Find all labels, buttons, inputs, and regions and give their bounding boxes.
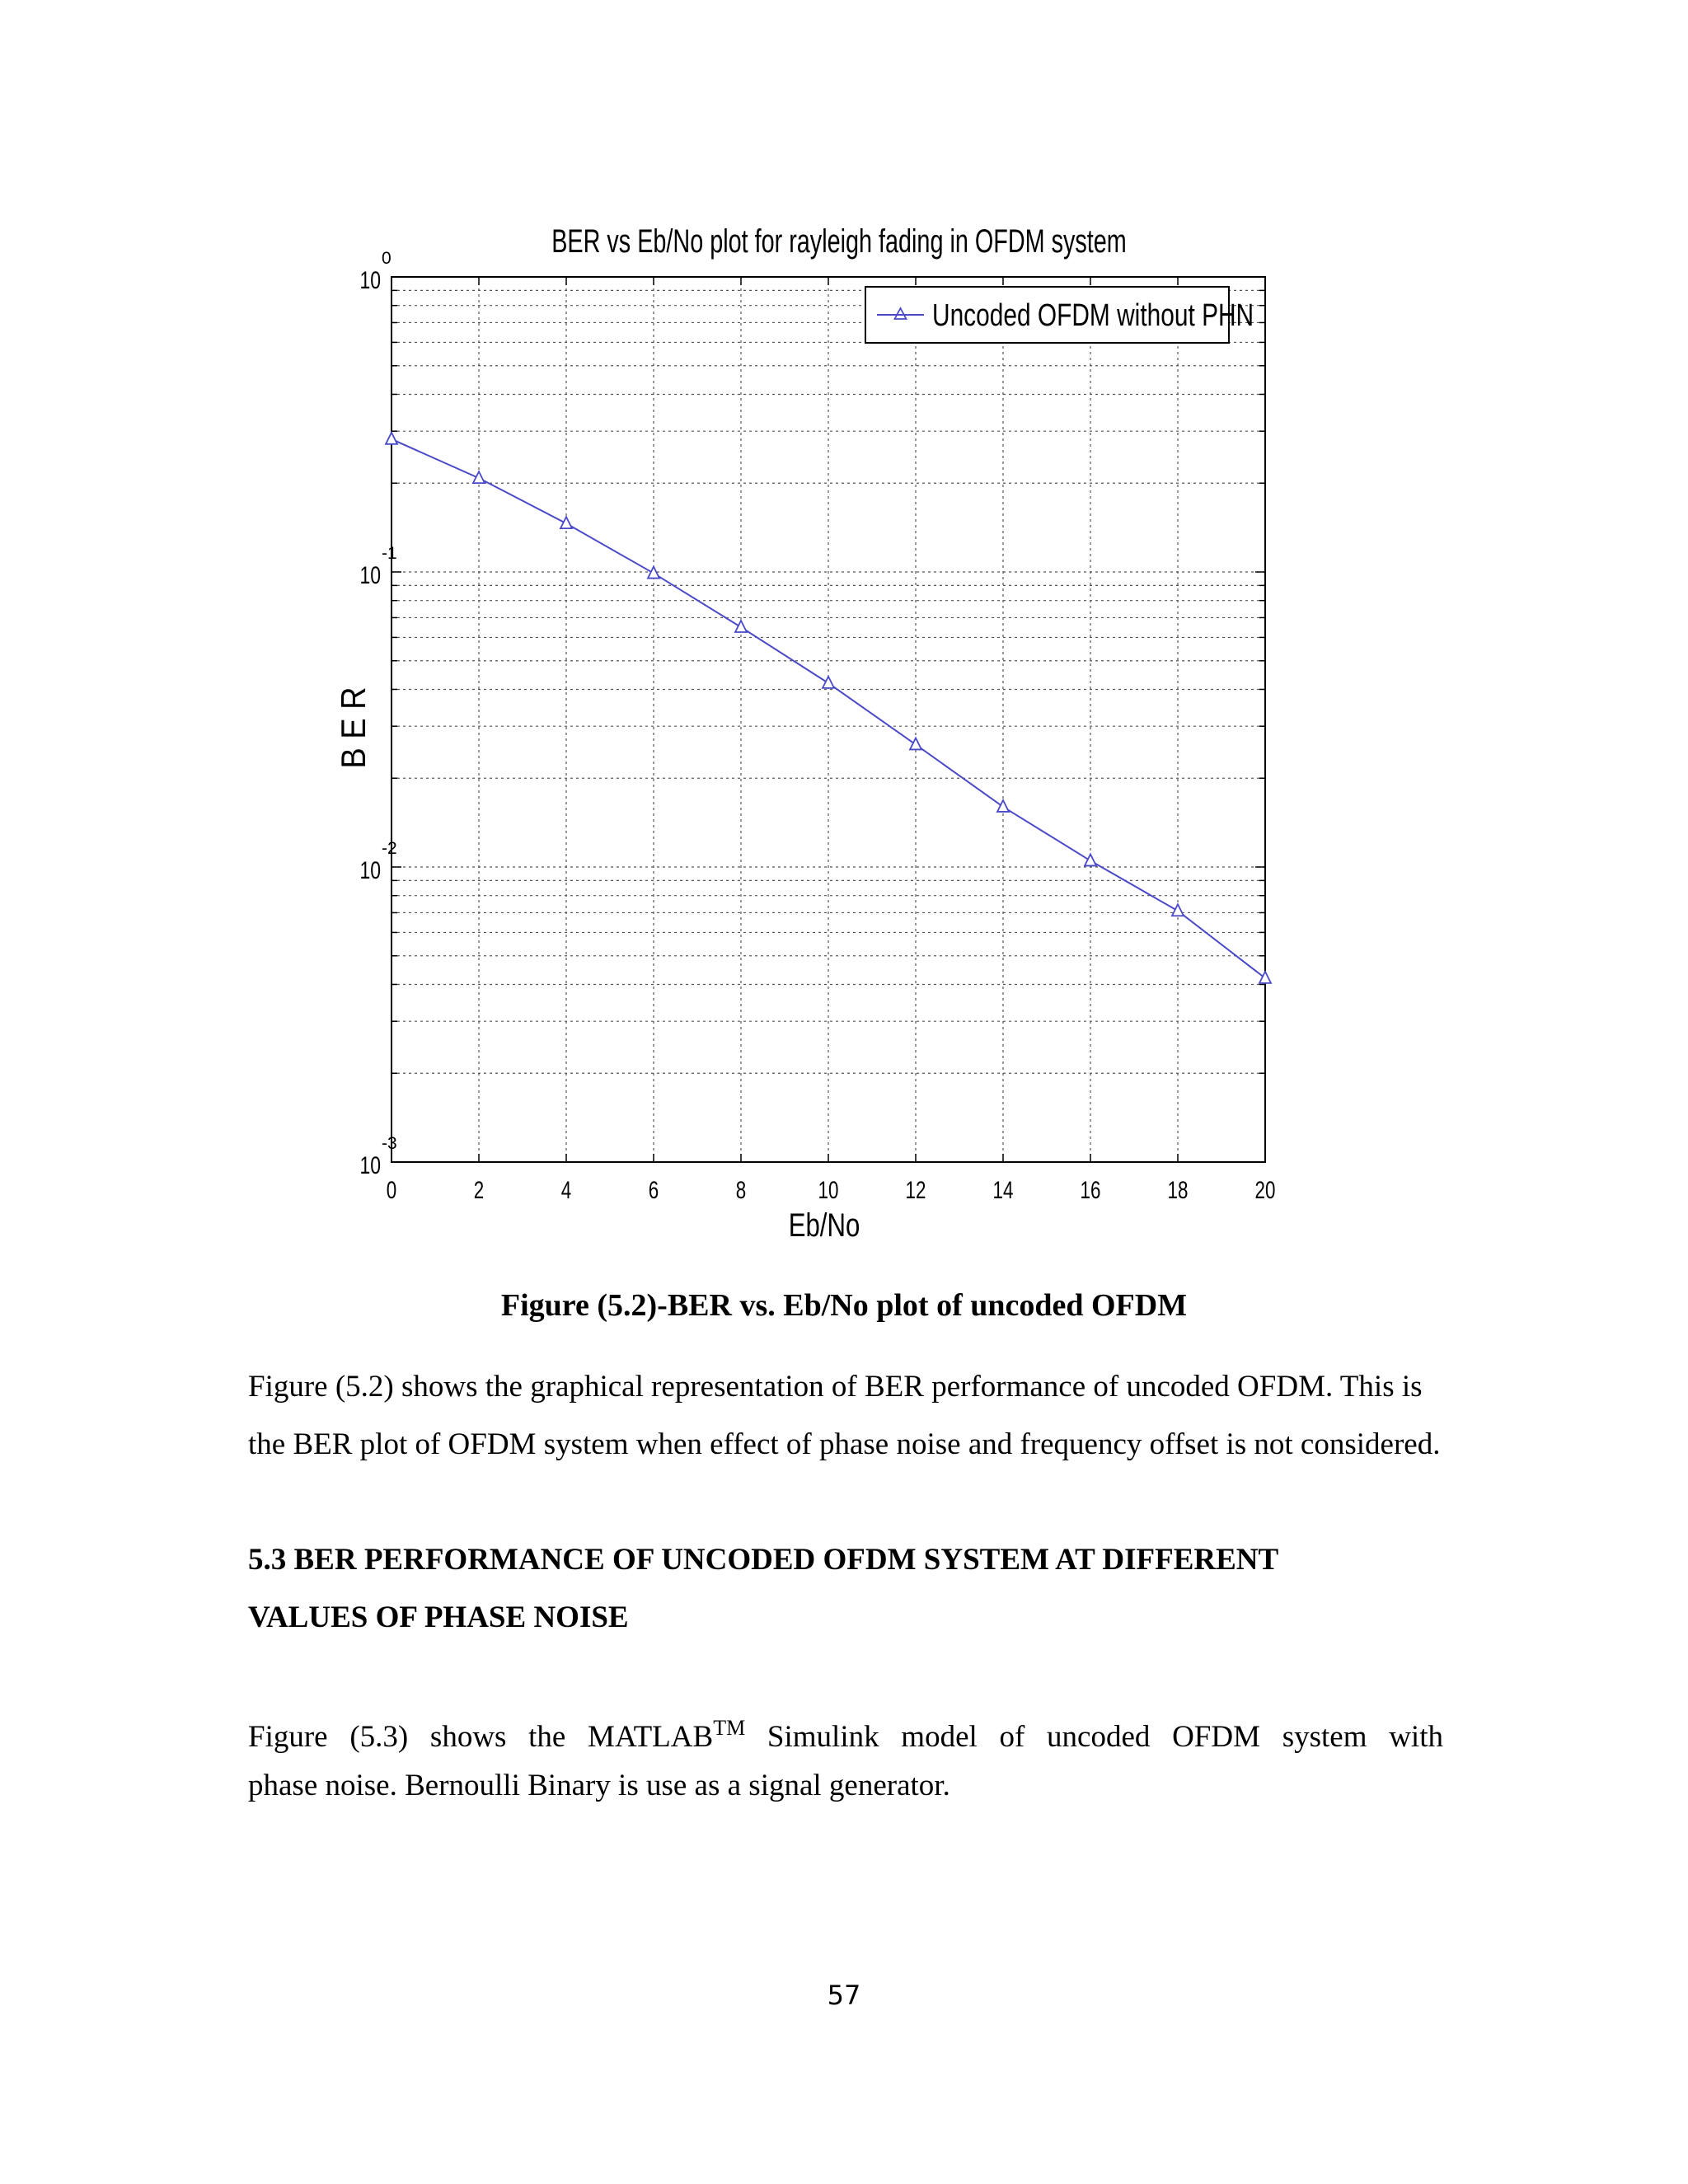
x-tick-label: 0 <box>386 1176 397 1204</box>
x-tick-label: 2 <box>473 1176 485 1204</box>
y-tick-label-exponent: -1 <box>382 544 397 563</box>
paragraph-simulink-text-a: Figure (5.3) shows the MATLAB <box>248 1720 714 1754</box>
y-axis-label: B E R <box>335 687 373 769</box>
x-tick-label: 20 <box>1254 1176 1276 1204</box>
x-tick-label: 12 <box>905 1176 926 1204</box>
x-tick-label: 4 <box>560 1176 572 1204</box>
data-point-marker <box>1085 854 1096 865</box>
section-heading-line-1: 5.3 BER PERFORMANCE OF UNCODED OFDM SYSTEM AT DIFFERENT <box>248 1543 1279 1577</box>
y-tick-label-base: 10 <box>359 856 381 884</box>
paragraph-figure-description: Figure (5.2) shows the graphical representation of BER performance of uncoded OFDM. This is the BER plot of OFDM system when effect of phase noise and frequency offset is not considered. <box>248 1370 1441 1461</box>
paragraph-simulink-line-2: phase noise. Bernoulli Binary is use as a signal generator. <box>248 1769 950 1802</box>
x-tick-label: 16 <box>1080 1176 1101 1204</box>
data-point-marker <box>997 800 1009 812</box>
data-point-marker <box>1259 972 1271 983</box>
page-number: 57 <box>827 1980 861 2011</box>
x-tick-label: 6 <box>648 1176 659 1204</box>
x-tick-label: 14 <box>992 1176 1014 1204</box>
data-point-marker <box>560 517 572 528</box>
figure-caption: Figure (5.2)-BER vs. Eb/No plot of uncoded OFDM <box>500 1288 1188 1323</box>
x-tick-label: 10 <box>818 1176 839 1204</box>
chart-grid <box>392 277 1265 1162</box>
section-heading-line-2: VALUES OF PHASE NOISE <box>248 1601 629 1634</box>
y-tick-label-exponent: 0 <box>382 249 392 268</box>
data-point-marker <box>910 738 921 749</box>
paragraph-simulink-line-1 <box>248 1699 1443 1766</box>
trademark-sign: TM <box>713 1716 746 1740</box>
data-point-marker <box>1172 904 1184 916</box>
x-tick-label: 8 <box>735 1176 747 1204</box>
data-point-marker <box>735 621 747 632</box>
y-tick-label-base: 10 <box>359 561 381 589</box>
data-point-marker <box>473 471 485 483</box>
chart-title: BER vs Eb/No plot for rayleigh fading in OFDM system <box>551 223 1127 260</box>
data-point-marker <box>823 677 834 688</box>
legend-label: Uncoded OFDM without PHN <box>932 298 1254 333</box>
x-axis-label: Eb/No <box>788 1207 860 1244</box>
data-point-marker <box>386 433 397 444</box>
y-tick-label-base: 10 <box>359 1151 381 1179</box>
y-tick-label-base: 10 <box>359 266 381 294</box>
x-tick-label: 18 <box>1167 1176 1189 1204</box>
paragraph-simulink-text-b: Simulink model of uncoded OFDM system with <box>745 1720 1443 1754</box>
legend <box>865 287 1254 343</box>
y-tick-label-exponent: -3 <box>382 1134 397 1153</box>
y-tick-label-exponent: -2 <box>382 839 397 858</box>
